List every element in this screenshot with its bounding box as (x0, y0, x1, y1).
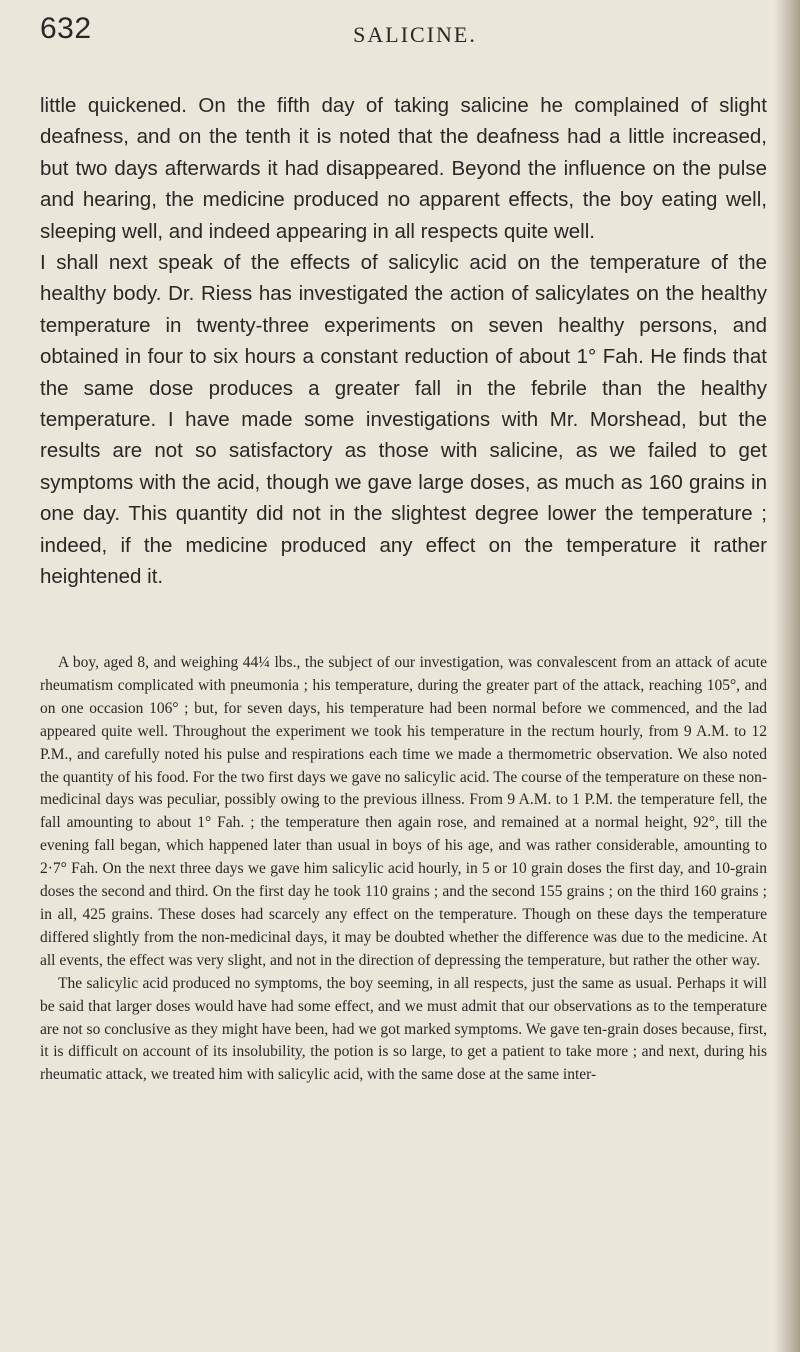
body-paragraph-2: I shall next speak of the effects of salicylic acid on the temperature of the healthy body. Dr. Riess has investigated the action of salicylates on the healthy temperature in twenty-three experiments on seven healthy persons, and obtained in four to six hours a constant reduction of about 1° Fah. He finds that the same dose produces a greater fall in the febrile than the healthy temperature. I have made some investigations with Mr. Morshead, but the results are not so satisfactory as those with salicine, as we failed to get symptoms with the acid, though we gave large doses, as much as 160 grains in one day. This quantity did not in the slightest degree lower the temperature ; indeed, if the medicine produced any effect on the temperature it rather heightened it. (40, 251, 767, 589)
page-edge-shadow (774, 0, 800, 1352)
main-text (40, 90, 767, 593)
page-number: 632 (40, 12, 92, 45)
running-head (40, 10, 760, 60)
note-paragraph-2: The salicylic acid produced no symptoms, the boy seeming, in all respects, just the same as usual. Perhaps it will be said that larger doses would have had some effect, and we must admit that our observations as to the temperature are not so conclusive as they might have been, had we got marked symptoms. We gave ten-grain doses because, first, it is difficult on account of its insolubility, the potion is so large, to get a patient to take more ; and next, during his rheumatic attack, we treated him with salicylic acid, with the same dose at the same inter- (40, 974, 767, 1084)
case-note (40, 652, 767, 1087)
note-paragraph-1: A boy, aged 8, and weighing 44¼ lbs., the subject of our investigation, was convalescent from an attack of acute rheumatism complicated with pneumonia ; his temperature, during the greater part of the attack, reaching 105°, and on one occasion 106° ; but, for seven days, his temperature had been normal before we commenced, and the lad appeared quite well. Throughout the experiment we took his temperature in the rectum hourly, from 9 A.M. to 12 P.M., and carefully noted his pulse and respirations each time we made a thermometric observation. We also noted the quantity of his food. For the two first days we gave no salicylic acid. The course of the temperature on these non-medicinal days was peculiar, possibly owing to the previous illness. From 9 A.M. to 1 P.M. the temperature fell, the fall amounting to about 1° Fah. ; the temperature then again rose, and remained at a normal height, 92°, till the evening fall began, which happened later than usual in boys of his age, and was rather considerable, amounting to 2·7° Fah. On the next three days we gave him salicylic acid hourly, in 5 or 10 grain doses the first day, and 10-grain doses the second and third. On the first day he took 110 grains ; and the second 155 grains ; on the third 160 grains ; in all, 425 grains. These doses had scarcely any effect on the temperature. Though on these days the temperature differed slightly from the non-medicinal days, it may be doubted whether the difference was due to the medicine. At all events, the effect was very slight, and not in the direction of depressing the temperature, but rather the other way. (40, 654, 767, 969)
running-title: SALICINE. (353, 22, 477, 47)
body-paragraph-1: little quickened. On the fifth day of taking salicine he complained of slight deafness, and on the tenth it is noted that the deafness had a little increased, but two days afterwards it had disappeared. Beyond the influence on the pulse and hearing, the medicine produced no apparent effects, the boy eating well, sleeping well, and indeed appearing in all respects quite well. (40, 94, 767, 243)
